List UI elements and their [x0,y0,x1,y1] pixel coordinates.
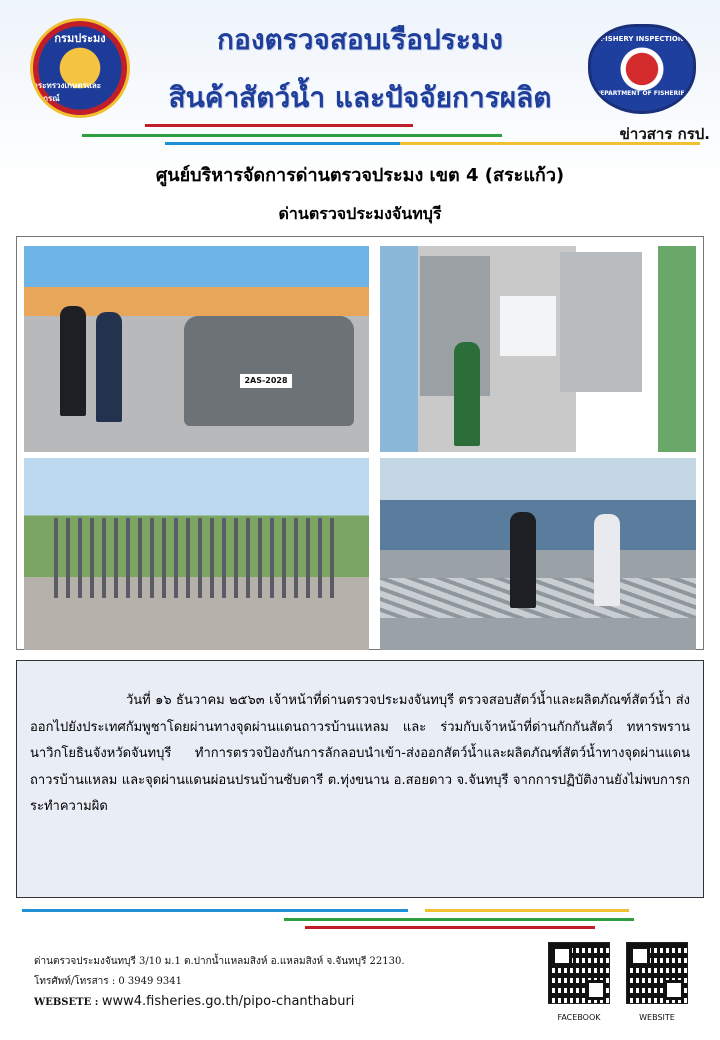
license-plate: 2AS-2028 [240,374,292,388]
website-qr-code[interactable] [626,942,688,1004]
header-line-red [145,124,413,127]
photo-worker-2 [594,514,620,606]
website-label: WEBSETE : [34,997,99,1008]
facebook-qr-code[interactable] [548,942,610,1004]
department-of-fisheries-seal [30,18,130,118]
photo-cargo-boxes [500,296,556,356]
footer-line-green [284,918,634,921]
header-line-blue [165,142,405,145]
footer-phone: โทรศัพท์/โทรสาร : 0 3949 9341 [34,976,183,987]
website-url[interactable]: www4.fisheries.go.th/pipo-chanthaburi [101,994,355,1009]
fishery-inspection-badge [588,24,696,114]
office-name: ด่านตรวจประมงจันทบุรี [278,204,442,223]
badge-bottom-text: DEPARTMENT OF FISHERIES [595,90,689,97]
facebook-qr-label: FACEBOOK [557,1013,601,1022]
photo-fish-market [380,458,696,650]
footer-website [34,994,354,1009]
photo-officer-1 [60,306,86,416]
photo-gate [54,518,334,598]
footer-address: ด่านตรวจประมงจันทบุรี 3/10 ม.1 ต.ปากน้ำแหลมสิงห์ อ.แหลมสิงห์ จ.จันทบุรี 22130. [34,956,405,967]
page-title-line1: กองตรวจสอบเรือประมง [217,23,503,56]
seal-bottom-text: กระทรวงเกษตรและสหกรณ์ [33,81,102,103]
website-qr-label: WEBSITE [639,1013,675,1022]
header-line-green [82,134,502,137]
photo-fish-pile [380,578,696,618]
photo-worker-1 [510,512,536,608]
photo-vehicle-disinfection [24,246,369,452]
footer-line-yellow [425,909,629,912]
photo-officer-2 [96,312,122,422]
footer-line-red [305,926,595,929]
photo-border-gate [24,458,369,650]
footer-line-blue [22,909,408,912]
photo-truck-inspection [380,246,696,452]
article-body: วันที่ ๑๖ ธันวาคม ๒๕๖๓ เจ้าหน้าที่ด่านตรวจประมงจันทบุรี ตรวจสอบสัตว์น้ำและผลิตภัณฑ์สัตว์น้ำ ส่งออกไปยังประเทศกัมพูชาโดยผ่านทางจุดผ่านแดนถาวรบ้านแหลม และ ร่วมกับเจ้าหน้าที่ด่านกักกันสัตว์ ทหารพรานนาวิกโยธินจังหวัดจันทบุรี ทำการตรวจป้องกันการลักลอบนำเข้า-ส่งออกสัตว์น้ำและผลิตภัณฑ์สัตว์น้ำทางจุดผ่านแดนถาวรบ้านแหลม และจุดผ่านแดนผ่อนปรนบ้านซับตารี ต.ทุ่งขนาน อ.สอยดาว จ.จันทบุรี จากการปฏิบัติงานยังไม่พบการกระทำความผิด [30,693,690,814]
photo-inspector [454,342,480,446]
photo-pickup-truck [184,316,354,426]
badge-top-text: FISHERY INSPECTION [600,35,684,43]
photo-truck-door-right [560,252,642,392]
news-label: ข่าวสาร กรป. [619,125,710,143]
seal-top-text: กรมประมง [54,32,106,45]
center-name: ศูนย์บริหารจัดการด่านตรวจประมง เขต 4 (สระแก้ว) [155,165,565,186]
page-title-line2: สินค้าสัตว์น้ำ และปัจจัยการผลิต [168,81,552,114]
